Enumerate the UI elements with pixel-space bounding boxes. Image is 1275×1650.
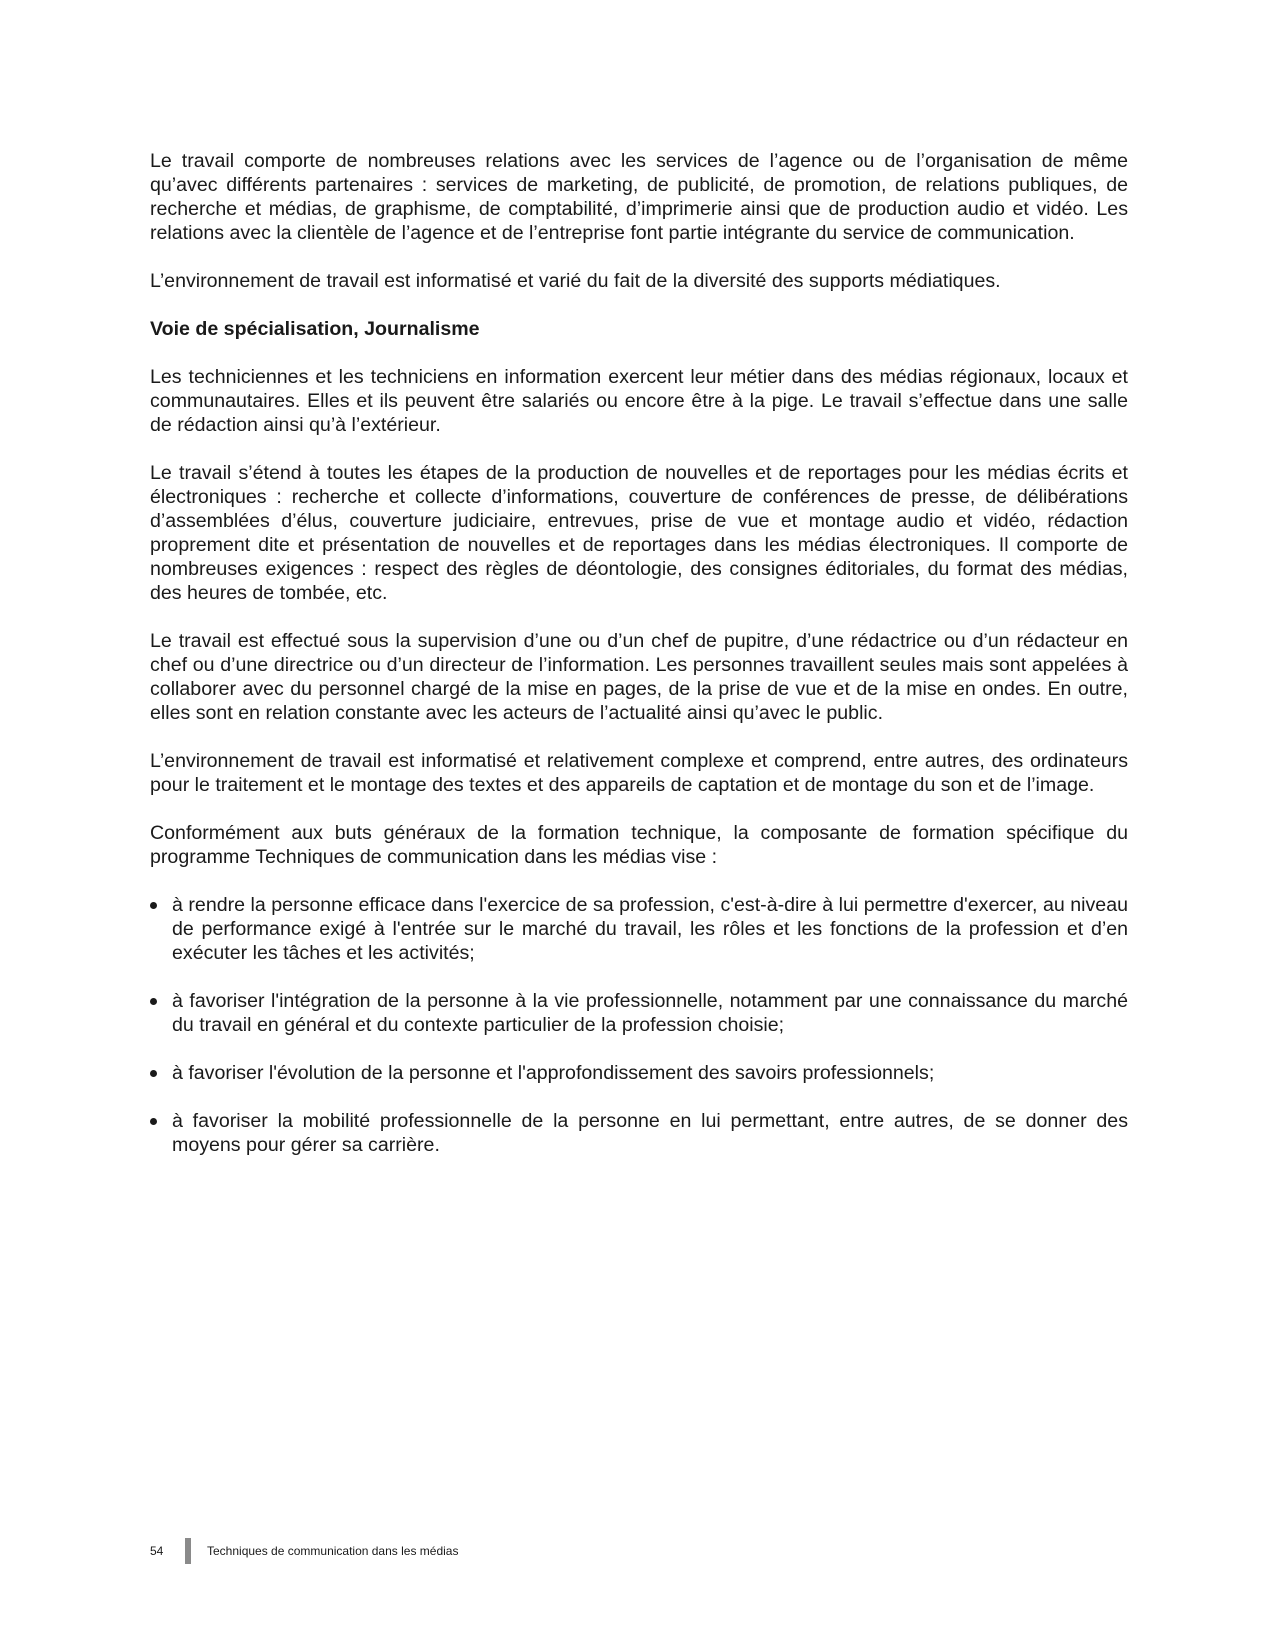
paragraph: L’environnement de travail est informatisé et relativement complexe et comprend, entre autres, des ordinateurs pour le traitement et le montage des textes et des appareils de captation et de montage du son et de l’image.	[150, 750, 1128, 796]
list-item-text: à favoriser l'évolution de la personne et l'approfondissement des savoirs professionnels;	[172, 1062, 935, 1084]
paragraph: Le travail est effectué sous la supervision d’une ou d’un chef de pupitre, d’une rédactrice ou d’un rédacteur en chef ou d’une directrice ou d’un directeur de l’information. Les personnes travaillent seules mais sont appelées à collaborer avec du personnel chargé de la mise en pages, de la prise de vue et de la mise en ondes. En outre, elles sont en relation constante avec les acteurs de l’actualité ainsi qu’avec le public.	[150, 630, 1128, 724]
bullet-icon	[150, 998, 157, 1005]
list-item-text: à favoriser l'intégration de la personne à la vie professionnelle, notamment par une connaissance du marché du travail en général et du contexte particulier de la profession choisie;	[172, 990, 1128, 1036]
bullet-icon	[150, 1070, 157, 1077]
page-number: 54	[150, 1544, 164, 1558]
objectives-list	[150, 893, 1128, 1157]
list-item-text: à rendre la personne efficace dans l'exercice de sa profession, c'est-à-dire à lui permettre d'exercer, au niveau de performance exigé à l'entrée sur le marché du travail, les rôles et les fonctions de la profession et d’en exécuter les tâches et les activités;	[172, 894, 1128, 964]
paragraph: Le travail comporte de nombreuses relations avec les services de l’agence ou de l’organisation de même qu’avec différents partenaires : services de marketing, de publicité, de promotion, de relations publiques, de recherche et médias, de graphisme, de comptabilité, d’imprimerie ainsi que de production audio et vidéo. Les relations avec la clientèle de l’agence et de l’entreprise font partie intégrante du service de communication.	[150, 150, 1128, 244]
bullet-icon	[150, 1118, 157, 1125]
paragraph: Les techniciennes et les techniciens en information exercent leur métier dans des médias régionaux, locaux et communautaires. Elles et ils peuvent être salariés ou encore être à la pige. Le travail s’effectue dans une salle de rédaction ainsi qu’à l’extérieur.	[150, 366, 1128, 436]
footer-title: Techniques de communication dans les médias	[207, 1544, 459, 1558]
paragraph: Le travail s’étend à toutes les étapes de la production de nouvelles et de reportages pour les médias écrits et électroniques : recherche et collecte d’informations, couverture de conférences de presse, de délibérations d’assemblées d’élus, couverture judiciaire, entrevues, prise de vue et montage audio et vidéo, rédaction proprement dite et présentation de nouvelles et de reportages dans les médias électroniques. Il comporte de nombreuses exigences : respect des règles de déontologie, des consignes éditoriales, du format des médias, des heures de tombée, etc.	[150, 462, 1128, 604]
list-item	[150, 893, 1128, 965]
list-item	[150, 989, 1128, 1037]
footer-divider	[185, 1538, 191, 1564]
list-item	[150, 1109, 1128, 1157]
section-heading: Voie de spécialisation, Journalisme	[150, 318, 480, 340]
paragraph: L’environnement de travail est informatisé et varié du fait de la diversité des supports médiatiques.	[150, 270, 1001, 292]
bullet-icon	[150, 902, 157, 909]
list-item	[150, 1061, 1128, 1085]
document-body	[150, 149, 1128, 1181]
list-item-text: à favoriser la mobilité professionnelle de la personne en lui permettant, entre autres, de se donner des moyens pour gérer sa carrière.	[172, 1110, 1128, 1156]
paragraph: Conformément aux buts généraux de la formation technique, la composante de formation spécifique du programme Techniques de communication dans les médias vise :	[150, 822, 1128, 868]
